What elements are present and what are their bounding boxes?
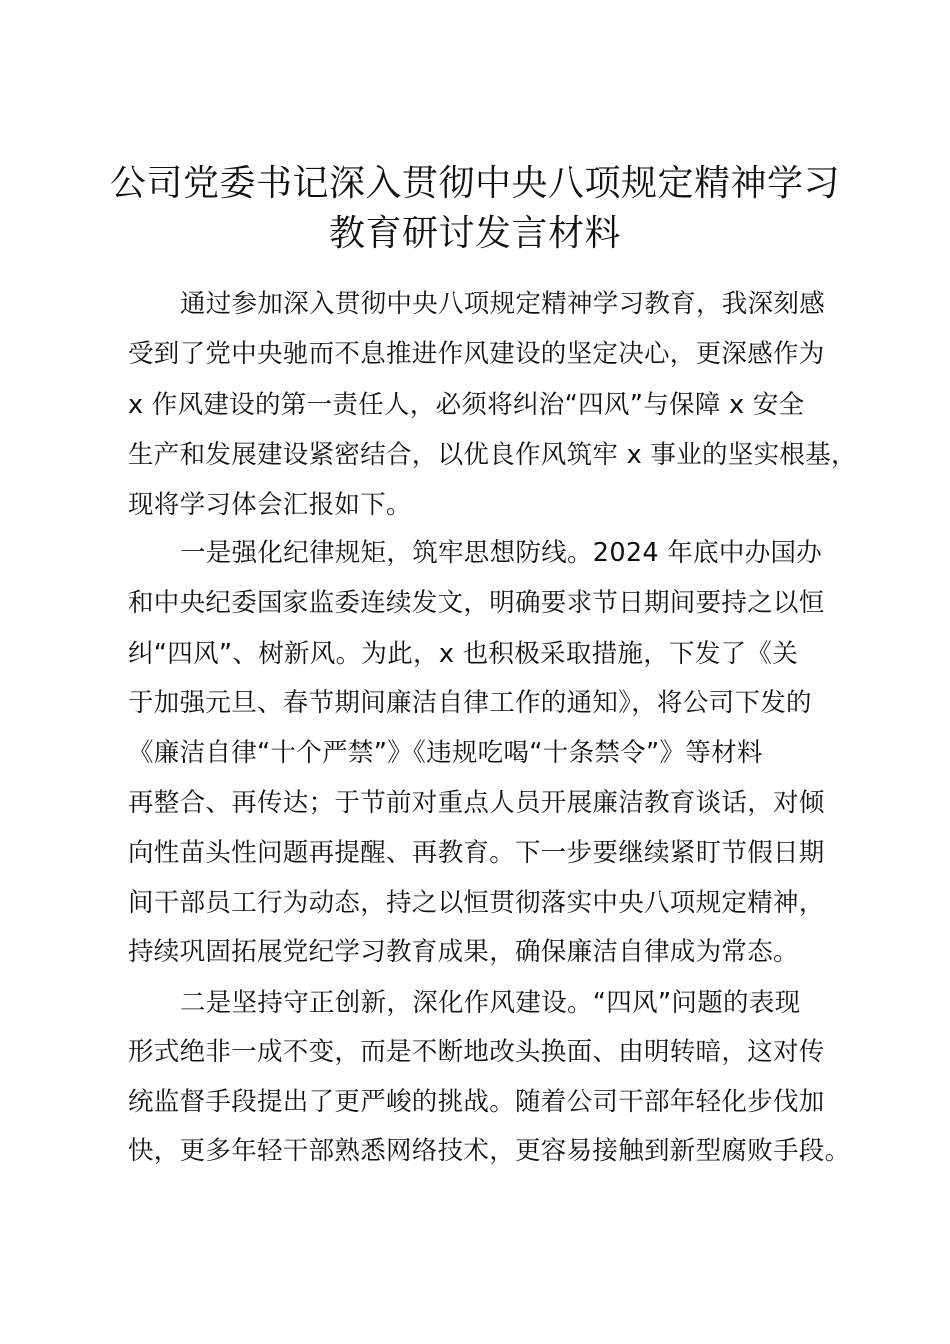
paragraph-2-line-1: 一是强化纪律规矩，筑牢思想防线。2024 年底中办国办 xyxy=(180,538,823,568)
paragraph-2-line-8: 间干部员工行为动态，持之以恒贯彻落实中央八项规定精神， xyxy=(128,888,825,918)
paragraph-2-line-6: 再整合、再传达；于节前对重点人员开展廉洁教育谈话，对倾 xyxy=(128,788,825,818)
paragraph-2-line-5: 《廉洁自律“十个严禁”》《违规吃喝“十条禁令”》等材料 xyxy=(128,738,763,768)
paragraph-3-line-1: 二是坚持守正创新，深化作风建设。“四风”问题的表现 xyxy=(180,988,801,1018)
document-title-line-2: 教育研讨发言材料 xyxy=(328,213,621,254)
paragraph-1-line-4: 生产和发展建设紧密结合，以优良作风筑牢 x 事业的坚实根基， xyxy=(128,440,857,470)
paragraph-2-line-4: 于加强元旦、春节期间廉洁自律工作的通知》，将公司下发的 xyxy=(128,688,812,718)
paragraph-3-line-3: 统监督手段提出了更严峻的挑战。随着公司干部年轻化步伐加 xyxy=(128,1087,825,1117)
paragraph-2-line-7: 向性苗头性问题再提醒、再教育。下一步要继续紧盯节假日期 xyxy=(128,838,825,868)
paragraph-2-line-9: 持续巩固拓展党纪学习教育成果，确保廉洁自律成为常态。 xyxy=(128,937,799,967)
paragraph-1-line-3: x 作风建设的第一责任人，必须将纠治“四风”与保障 x 安全 xyxy=(128,390,805,420)
paragraph-1-line-2: 受到了党中央驰而不息推进作风建设的坚定决心，更深感作为 xyxy=(128,339,825,369)
paragraph-1-line-5: 现将学习体会汇报如下。 xyxy=(128,490,412,520)
paragraph-2-line-3: 纠“四风”、树新风。为此，x 也积极采取措施，下发了《关 xyxy=(128,639,799,669)
paragraph-3-line-4: 快，更多年轻干部熟悉网络技术，更容易接触到新型腐败手段。 xyxy=(128,1136,851,1166)
document-title-line-1: 公司党委书记深入贯彻中央八项规定精神学习 xyxy=(109,163,840,204)
paragraph-3-line-2: 形式绝非一成不变，而是不断地改头换面、由明转暗，这对传 xyxy=(128,1037,825,1067)
paragraph-1-line-1: 通过参加深入贯彻中央八项规定精神学习教育，我深刻感 xyxy=(180,289,826,319)
paragraph-2-line-2: 和中央纪委国家监委连续发文，明确要求节日期间要持之以恒 xyxy=(128,588,825,618)
